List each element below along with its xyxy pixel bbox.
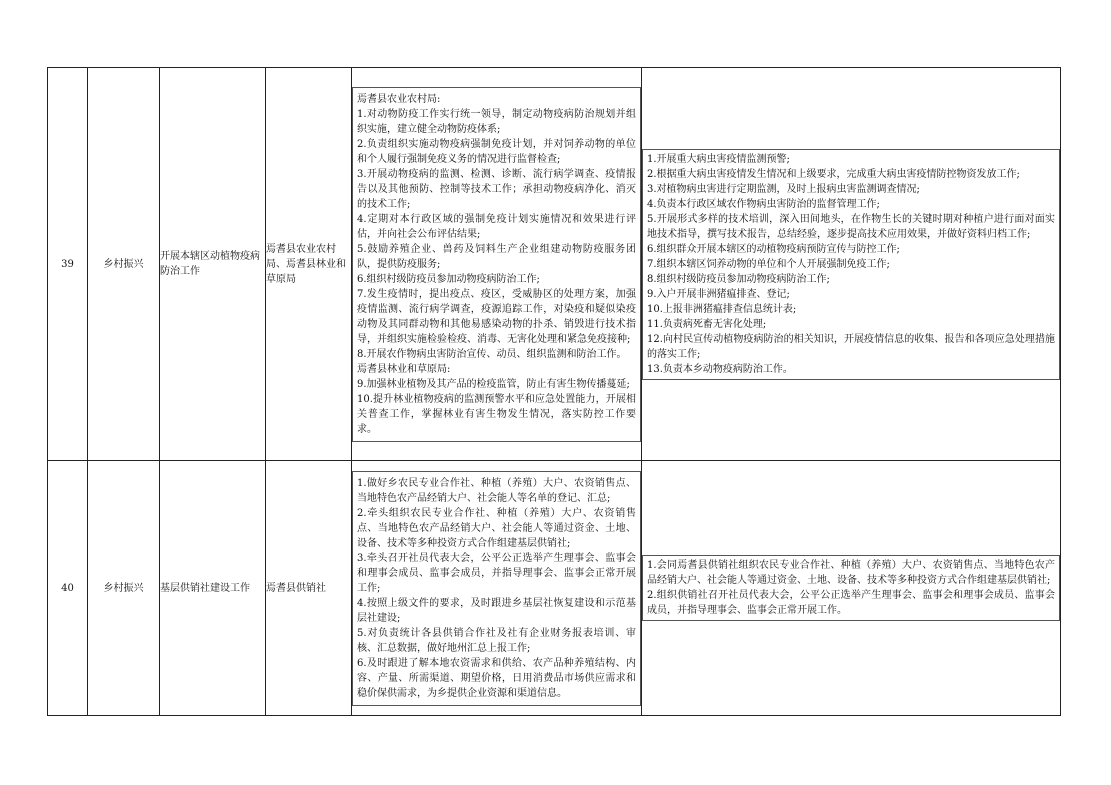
duty-item: 13.负责本乡动物疫病防治工作。	[647, 363, 793, 375]
department-cell: 焉耆县供销社	[266, 461, 352, 716]
duty-item: 2.负责组织实施动物疫病强制免疫计划，并对饲养动物的单位和个人履行强制免疫义务的情况进行监督检查;	[357, 138, 636, 165]
duty-item: 1.开展重大病虫害疫情监测预警;	[647, 153, 790, 165]
duty-item: 6.组织群众开展本辖区的动植物疫病预防宣传与防控工作;	[647, 243, 900, 255]
town-duties-list	[642, 555, 1060, 621]
duty-item: 1.会同焉耆县供销社组织农民专业合作社、种植（养殖）大户、农资销售点、当地特色农产品经销大户、社会能人等通过资金、土地、设备、技术等多种投资方式合作组建基层供销社;	[647, 560, 1055, 586]
duty-item: 2.牵头组织农民专业合作社、种植（养殖）大户、农资销售点、当地特色农产品经销大户、社会能人等通过资金、土地、设备、技术等多种投资方式合作组建基层供销社;	[357, 507, 636, 549]
task-cell: 开展本辖区动植物疫病防治工作	[160, 68, 266, 461]
county-duties-cell	[352, 68, 642, 461]
duty-item: 2.根据重大病虫害疫情发生情况和上级要求，完成重大病虫害疫情防控物资发放工作;	[647, 168, 1020, 180]
duty-item: 焉耆县林业和草原局:	[357, 363, 451, 375]
duty-item: 12.向村民宣传动植物疫病防治的相关知识，开展疫情信息的收集、报告和各项应急处理措施的落实工作;	[647, 333, 1055, 360]
town-duties-list	[642, 149, 1060, 380]
duty-item: 3.对植物病虫害进行定期监测，及时上报病虫害监测调查情况;	[647, 183, 920, 195]
duty-item: 8.组织村级防疫员参加动物疫病防治工作;	[647, 273, 830, 285]
row-number: 40	[48, 461, 88, 716]
duty-item: 4.定期对本行政区域的强制免疫计划实施情况和效果进行评估，并向社会公布评估结果;	[357, 213, 636, 240]
task-cell: 基层供销社建设工作	[160, 461, 266, 716]
table-row	[48, 68, 1061, 461]
department-cell: 焉耆县农业农村局、焉耆县林业和草原局	[266, 68, 352, 461]
county-duties-list	[352, 471, 641, 706]
duty-item: 3.开展动物疫病的监测、检测、诊断、流行病学调查、疫情报告以及其他预防、控制等技术工作；承担动物疫病净化、消灭的技术工作;	[357, 168, 636, 210]
duty-item: 11.负责病死畜无害化处理;	[647, 318, 767, 330]
category-cell: 乡村振兴	[88, 68, 160, 461]
table-row	[48, 461, 1061, 716]
duty-item: 9.加强林业植物及其产品的检疫监管，防止有害生物传播蔓延;	[357, 378, 630, 390]
town-duties-cell	[642, 461, 1061, 716]
duty-item: 6.组织村级防疫员参加动物疫病防治工作;	[357, 273, 540, 285]
duty-item: 6.及时跟进了解本地农资需求和供给、农产品种养殖结构、内容、产量、所需渠道、期望价格，日用消费品市场供应需求和稳价保供需求，为乡提供企业资源和渠道信息。	[357, 657, 636, 699]
duty-table	[47, 67, 1061, 716]
duty-item: 1.做好乡农民专业合作社、种植（养殖）大户、农资销售点、当地特色农产品经销大户、社会能人等名单的登记、汇总;	[357, 477, 636, 504]
duty-item: 2.组织供销社召开社员代表大会，公平公正选举产生理事会、监事会和理事会成员、监事会成员，并指导理事会、监事会正常开展工作。	[647, 590, 1055, 616]
duty-item: 1.对动物防疫工作实行统一领导，制定动物疫病防治规划并组织实施，建立健全动物防疫体系;	[357, 108, 636, 135]
category-cell: 乡村振兴	[88, 461, 160, 716]
duty-item: 5.对负责统计各县供销合作社及社有企业财务报表培训、审核、汇总数据，做好地州汇总上报工作;	[357, 627, 636, 654]
duty-item: 5.鼓励养殖企业、兽药及饲料生产企业组建动物防疫服务团队，提供防疫服务;	[357, 243, 636, 270]
duty-item: 3.牵头召开社员代表大会，公平公正选举产生理事会、监事会和理事会成员、监事会成员，并指导理事会、监事会正常开展工作;	[357, 552, 636, 594]
town-duties-cell	[642, 68, 1061, 461]
duty-item: 4.负责本行政区域农作物病虫害防治的监督管理工作;	[647, 198, 880, 210]
duty-item: 4.按照上级文件的要求，及时跟进乡基层社恢复建设和示范基层社建设;	[357, 597, 636, 624]
duty-item: 7.组织本辖区饲养动物的单位和个人开展强制免疫工作;	[647, 258, 890, 270]
row-number: 39	[48, 68, 88, 461]
duty-item: 焉耆县农业农村局:	[357, 93, 441, 105]
duty-item: 9.入户开展非洲猪瘟排查、登记;	[647, 288, 790, 300]
county-duties-cell	[352, 461, 642, 716]
duty-item: 10.上报非洲猪瘟排查信息统计表;	[647, 303, 797, 315]
duty-item: 5.开展形式多样的技术培训，深入田间地头，在作物生长的关键时期对种植户进行面对面实地技术指导，撰写技术报告，总结经验，逐步提高技术应用效果，并做好资料归档工作;	[647, 213, 1055, 240]
duty-item: 8.开展农作物病虫害防治宣传、动员、组织监测和防治工作。	[357, 348, 627, 360]
duty-item: 10.提升林业植物疫病的监测预警水平和应急处置能力，开展相关普查工作，掌握林业有害生物发生情况，落实防控工作要求。	[357, 393, 636, 435]
county-duties-list	[352, 87, 641, 442]
duty-item: 7.发生疫情时，提出疫点、疫区，受威胁区的处理方案，加强疫情监测、流行病学调查，疫源追踪工作，对染疫和疑似染疫动物及其同群动物和其他易感染动物的扑杀、销毁进行技术指导，并组织实施检验检疫、消毒、无害化处理和紧急免疫接种;	[357, 288, 636, 345]
